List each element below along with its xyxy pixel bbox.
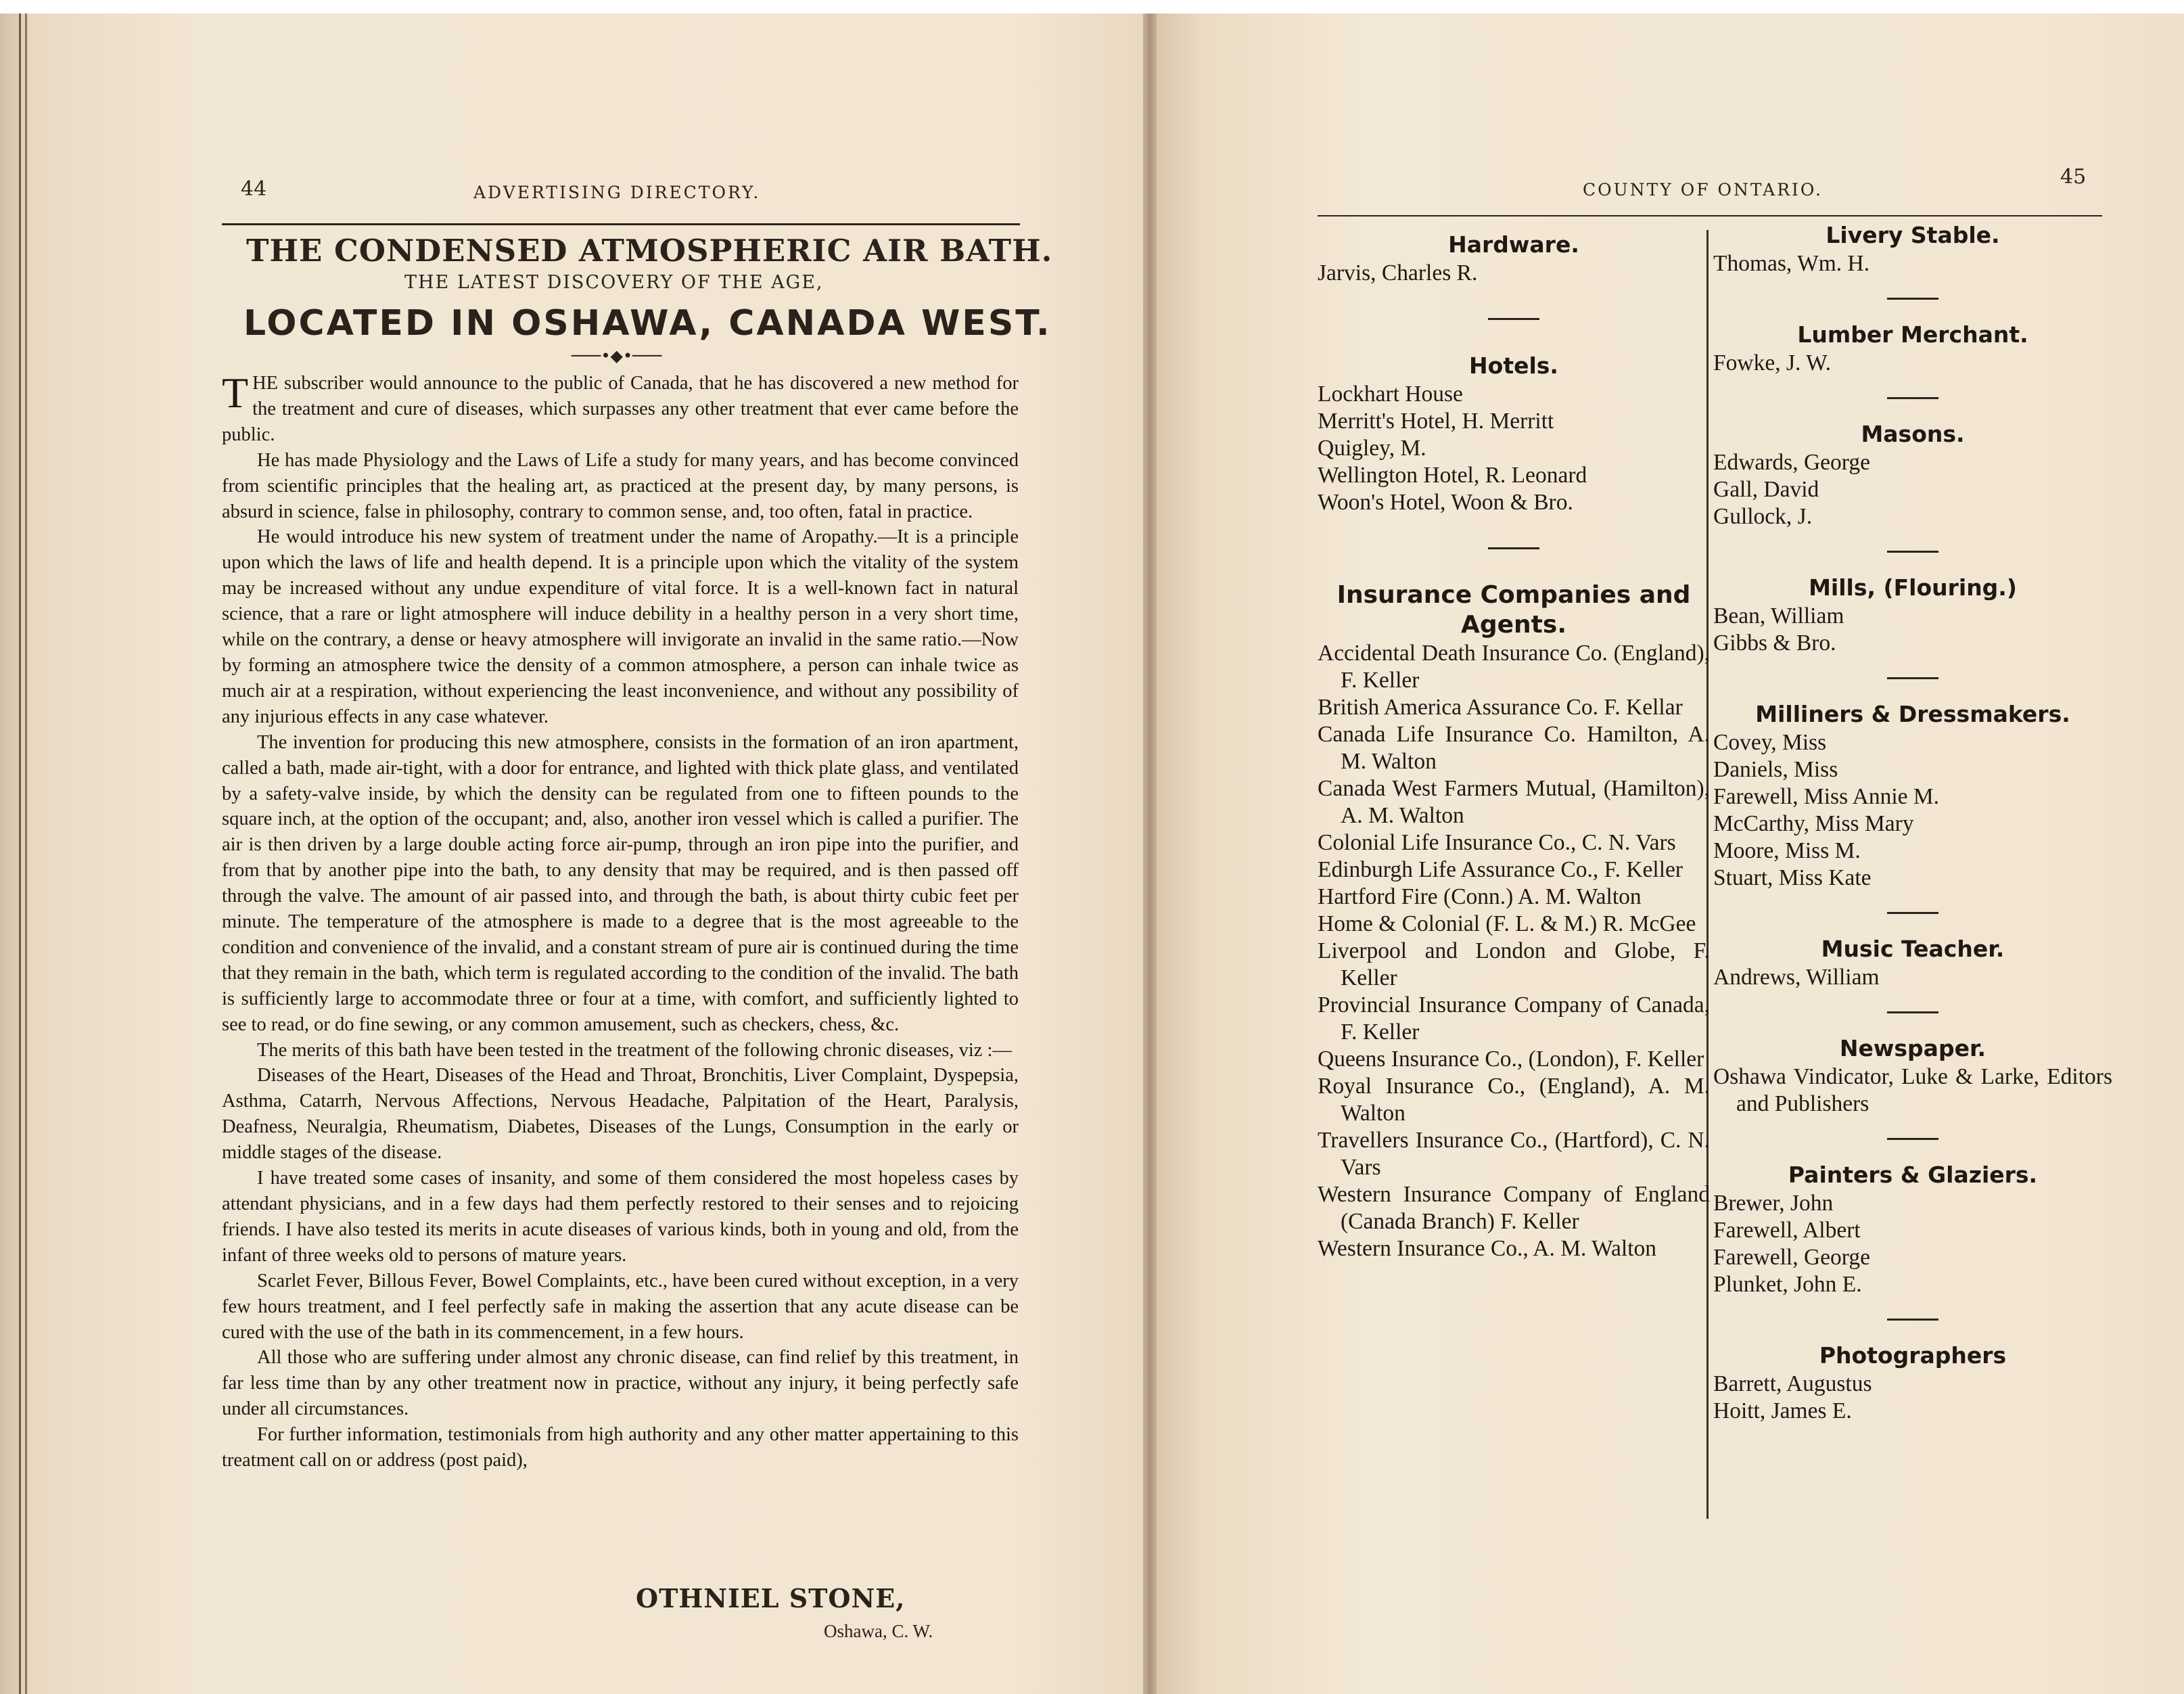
directory-entry: Edwards, George: [1713, 450, 1870, 475]
directory-entry: British America Assurance Co. F. Kellar: [1318, 695, 1683, 720]
paragraph: For further information, testimonials from high authority and any other matter appertaining to this treatment call on or address (post paid),: [222, 1424, 1019, 1471]
directory-entry: Royal Insurance Co., (England), A. M. Walton: [1318, 1074, 1710, 1126]
directory-entry: Gibbs & Bro.: [1713, 631, 1836, 656]
section-heading: Painters & Glaziers.: [1788, 1162, 2038, 1188]
directory-entry: Colonial Life Insurance Co., C. N. Vars: [1318, 830, 1676, 855]
directory-entry: McCarthy, Miss Mary: [1713, 811, 1914, 836]
signature-name: OTHNIEL STONE,: [636, 1583, 906, 1613]
directory-entry: Woon's Hotel, Woon & Bro.: [1318, 490, 1573, 515]
section-divider: [1488, 547, 1539, 549]
section-heading: Insurance Companies and Agents.: [1337, 581, 1691, 639]
section-divider: [1488, 318, 1539, 320]
section-heading: Milliners & Dressmakers.: [1755, 701, 2070, 727]
directory-entry: Lockhart House: [1318, 382, 1463, 407]
section-heading: Newspaper.: [1839, 1035, 1986, 1061]
ad-subtitle: THE LATEST DISCOVERY OF THE AGE,: [404, 272, 824, 293]
right-head-rule: [1318, 215, 2102, 216]
directory-entry: Wellington Hotel, R. Leonard: [1318, 463, 1587, 488]
section-divider: [1887, 551, 1938, 553]
right-running-head: COUNTY OF ONTARIO.: [1583, 180, 1823, 200]
directory-entry: Andrews, William: [1713, 965, 1880, 990]
section-divider: [1887, 1011, 1938, 1013]
directory-entry: Farewell, Miss Annie M.: [1713, 784, 1940, 809]
directory-entry: Oshawa Vindicator, Luke & Larke, Editors and Publishers: [1713, 1064, 2112, 1116]
signature-place: Oshawa, C. W.: [824, 1621, 933, 1641]
directory-entry: Stuart, Miss Kate: [1713, 865, 1872, 890]
directory-entry: Farewell, Albert: [1713, 1218, 1861, 1243]
directory-entry: Gall, David: [1713, 477, 1819, 502]
section-divider: [1887, 397, 1938, 399]
paragraph: I have treated some cases of insanity, and some of them considered the most hopeless cases by attendant physicians, and in a few days had them perfectly restored to their senses and to rejoicing friends. I have also tested its merits in acute diseases of various kinds, both in young and old, from the infant of three weeks old to persons of mature years.: [222, 1168, 1019, 1266]
ad-location: LOCATED IN OSHAWA, CANADA WEST.: [243, 303, 1052, 344]
paragraph: THE subscriber would announce to the public of Canada, that he has discovered a new method for the treatment and cure of diseases, which surpasses any other treatment that ever came before the public.: [222, 369, 1019, 445]
section-heading: Lumber Merchant.: [1797, 321, 2028, 348]
paragraph: He would introduce his new system of treatment under the name of Aropathy.—It is a principle upon which the laws of life and health depend. It is a principle upon which the vitality of the system may be increased without any undue expenditure of vital force. It is a well-known fact in natural science, that a rare or light atmosphere will induce debility in a healthy person in a very short time, while on the contrary, a dense or heavy atmosphere will invigorate an invalid in the same ratio.—Now by forming an atmosphere twice the density of a common atmosphere, a person can inhale twice as much air at a respiration, without experiencing the least inconvenience, and without any possibility of any injurious effects in any case whatever.: [222, 526, 1019, 727]
ad-title: THE CONDENSED ATMOSPHERIC AIR BATH.: [246, 233, 1053, 269]
directory-entry: Accidental Death Insurance Co. (England), F. Keller: [1318, 641, 1710, 693]
section-heading: Hotels.: [1469, 352, 1558, 379]
section-divider: [1887, 1138, 1938, 1140]
directory-entry: Covey, Miss: [1713, 730, 1827, 755]
book-spine: [1143, 14, 1157, 1694]
directory-entry: Brewer, John: [1713, 1191, 1834, 1216]
section-divider: [1887, 912, 1938, 914]
section-heading: Music Teacher.: [1821, 936, 2005, 962]
directory-entry: Bean, William: [1713, 603, 1844, 628]
paragraph: The merits of this bath have been tested in the treatment of the following chronic diseases, viz :—: [257, 1039, 1012, 1061]
directory-left-column: [1318, 230, 1710, 1262]
section-divider: [1887, 677, 1938, 679]
directory-entry: Western Insurance Company of England (Canada Branch) F. Keller: [1318, 1182, 1710, 1234]
directory-entry: Barrett, Augustus: [1713, 1371, 1872, 1396]
paragraph: The invention for producing this new atmosphere, consists in the formation of an iron apartment, called a bath, made air-tight, with a door for entrance, and lighted with thick plate glass, and ventilated by a safety-valve inside, by which the density can be regulated from one to fifteen pounds to the square inch, at the option of the occupant; and, also, another iron vessel which is called a purifier. The air is then driven by a large double acting force air-pump, through an iron pipe into the purifier, and from that by another pipe into the bath, to any density that may be required, and is then passed off through the valve. The amount of air passed into, and through the bath, is about thirty cubic feet per minute. The temperature of the atmosphere is made to a degree that is the most agreeable to the condition and convenience of the invalid, and a constant stream of pure air is continued during the time that they remain in the bath, which term is regulated according to the condition of the invalid. The bath is sufficiently large to accommodate three or four at a time, with comfort, and sufficiently lighted to see to read, or do fine sewing, or any common amusement, such as checkers, chess, &c.: [222, 731, 1019, 1035]
section-divider: [1887, 298, 1938, 300]
directory-entry: Fowke, J. W.: [1713, 350, 1832, 375]
section-heading: Livery Stable.: [1826, 222, 2000, 248]
ad-body: [222, 371, 1019, 1473]
directory-entry: Hoitt, James E.: [1713, 1398, 1852, 1423]
paragraph: All those who are suffering under almost any chronic disease, can find relief by this treatment, in far less time than by any other treatment now in practice, without any injury, it being perfectly safe under all circumstances.: [222, 1347, 1019, 1420]
section-heading: Photographers: [1819, 1342, 2007, 1369]
directory-entry: Hartford Fire (Conn.) A. M. Walton: [1318, 884, 1642, 909]
ornament-divider: ───•◆•───: [572, 346, 662, 365]
directory-entry: Western Insurance Co., A. M. Walton: [1318, 1236, 1657, 1261]
directory-entry: Home & Colonial (F. L. & M.) R. McGee: [1318, 911, 1696, 936]
paragraph: He has made Physiology and the Laws of Life a study for many years, and has become convinced from scientific principles that the healing art, as practiced at the present day, by many persons, is absurd in science, false in philosophy, contrary to common sense, and, too often, fatal in practice.: [222, 449, 1019, 522]
right-page-number: 45: [2060, 165, 2087, 189]
directory-entry: Provincial Insurance Company of Canada, F. Keller: [1318, 992, 1710, 1045]
directory-entry: Thomas, Wm. H.: [1713, 251, 1870, 276]
directory-entry: Travellers Insurance Co., (Hartford), C. N. Vars: [1318, 1128, 1710, 1180]
directory-right-column: [1713, 221, 2112, 1425]
section-divider: [1887, 1319, 1938, 1321]
directory-entry: Merritt's Hotel, H. Merritt: [1318, 409, 1554, 434]
directory-entry: Plunket, John E.: [1713, 1272, 1862, 1297]
directory-entry: Jarvis, Charles R.: [1318, 260, 1478, 285]
directory-entry: Canada West Farmers Mutual, (Hamilton), A. M. Walton: [1318, 776, 1710, 828]
paragraph: Scarlet Fever, Billous Fever, Bowel Complaints, etc., have been cured without exception, in a very few hours treatment, and I feel perfectly safe in making the assertion that any acute disease can be cured with the use of the bath in its commencement, in a few hours.: [222, 1270, 1019, 1343]
directory-entry: Daniels, Miss: [1713, 757, 1838, 782]
section-heading: Masons.: [1861, 421, 1965, 447]
directory-entry: Farewell, George: [1713, 1245, 1870, 1270]
head-rule: [222, 223, 1020, 225]
left-running-head: ADVERTISING DIRECTORY.: [473, 183, 761, 202]
directory-entry: Edinburgh Life Assurance Co., F. Keller: [1318, 857, 1683, 882]
directory-entry: Gullock, J.: [1713, 504, 1813, 529]
directory-entry: Canada Life Insurance Co. Hamilton, A. M. Walton: [1318, 722, 1710, 774]
paragraph: Diseases of the Heart, Diseases of the Head and Throat, Bronchitis, Liver Complaint, Dyspepsia, Asthma, Catarrh, Nervous Affections, Nervous Headache, Palpitation of the Heart, Paralysis, Deafness, Neuralgia, Rheumatism, Diabetes, Diseases of the Lungs, Consumption in the early or middle stages of the disease.: [222, 1065, 1019, 1164]
directory-entry: Quigley, M.: [1318, 436, 1426, 461]
section-heading: Hardware.: [1448, 231, 1579, 258]
page-edge: [19, 14, 27, 1694]
directory-entry: Moore, Miss M.: [1713, 838, 1861, 863]
section-heading: Mills, (Flouring.): [1809, 574, 2017, 601]
directory-entry: Queens Insurance Co., (London), F. Keller: [1318, 1047, 1704, 1072]
drop-cap: T: [222, 369, 249, 417]
left-page-number: 44: [241, 177, 267, 201]
directory-entry: Liverpool and London and Globe, F. Keller: [1318, 938, 1710, 990]
